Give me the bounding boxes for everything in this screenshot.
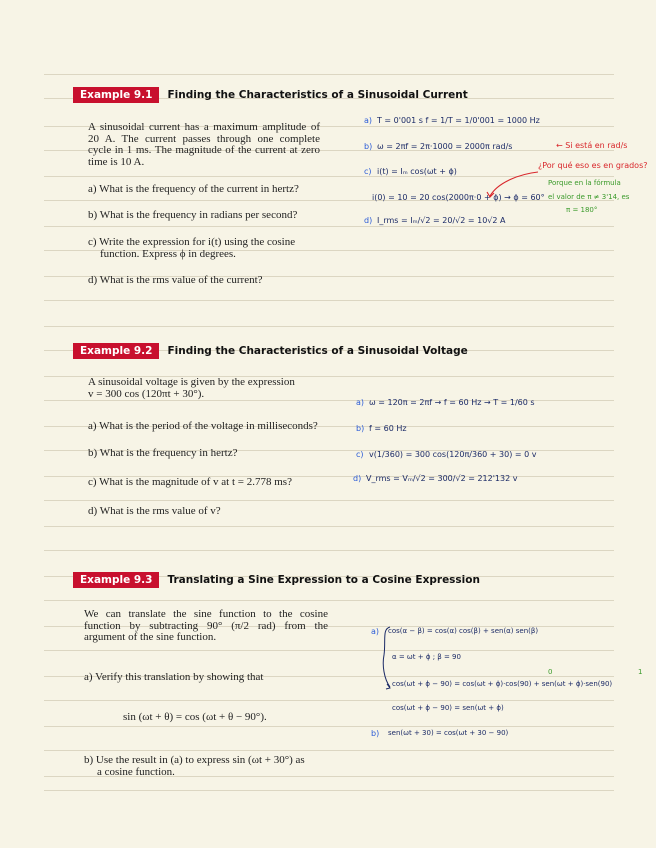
answer-b-label: b): [371, 729, 380, 738]
question-d: d) What is the rms value of the current?: [88, 274, 263, 286]
answer-b-label: b): [364, 142, 373, 151]
example-9-3-header: [73, 572, 480, 588]
question-b-line1: b) Use the result in (a) to express sin (ωt + 30°) as: [84, 754, 305, 766]
answer-a-line1: cos(α − β) = cos(α) cos(β) + sen(α) sen(β): [388, 627, 539, 635]
answer-d-label: d): [364, 216, 373, 225]
rule-line: [44, 226, 614, 227]
example-badge: Example 9.3: [73, 572, 159, 588]
rule-line: [44, 600, 614, 601]
answer-b-text: f = 60 Hz: [369, 424, 407, 433]
example-badge: Example 9.2: [73, 343, 159, 359]
answer-a-line4: cos(ωt + ϕ − 90) = sen(ωt + ϕ): [392, 704, 504, 712]
answer-a-text: T = 0'001 s f = 1/T = 1/0'001 = 1000 Hz: [377, 116, 540, 125]
answer-a-line3: cos(ωt + ϕ − 90) = cos(ωt + ϕ)·cos(90) + sen(ωt + ϕ)·sen(90): [392, 680, 613, 688]
answer-d-label: d): [353, 474, 362, 483]
mark-one: 1: [638, 668, 643, 676]
rule-line: [44, 74, 614, 75]
brace-bracket: [378, 625, 394, 691]
answer-a-line2: α = ωt + ϕ ; β = 90: [392, 653, 461, 661]
problem-statement-line2: v = 300 cos (120πt + 30°).: [88, 388, 205, 400]
answer-a-label: a): [356, 398, 365, 407]
question-c-line1: c) Write the expression for i(t) using the cosine: [88, 236, 296, 248]
rule-line: [44, 700, 614, 701]
annotation-arrow: [480, 168, 550, 202]
mark-zero: 0: [548, 668, 553, 676]
rule-line: [44, 726, 614, 727]
example-9-1-header: [73, 87, 468, 103]
answer-b-text: sen(ωt + 30) = cos(ωt + 30 − 90): [388, 729, 509, 737]
answer-a-label: a): [364, 116, 373, 125]
question-a: a) Verify this translation by showing that: [84, 671, 264, 683]
answer-c-label: c): [356, 450, 364, 459]
annotation-rad: ← Si está en rad/s: [556, 141, 628, 150]
question-d: d) What is the rms value of v?: [88, 505, 221, 517]
question-c-line2: function. Express ϕ in degrees.: [100, 248, 236, 260]
question-b-line2: a cosine function.: [97, 766, 175, 778]
answer-b-text: ω = 2πf = 2π·1000 = 2000π rad/s: [377, 142, 513, 151]
answer-b-label: b): [356, 424, 365, 433]
answer-d-text: V_rms = Vₘ/√2 = 300/√2 = 212'132 v: [366, 474, 518, 483]
rule-line: [44, 326, 614, 327]
question-b: b) What is the frequency in hertz?: [88, 447, 238, 459]
annotation-answer-2: el valor de π ≠ 3'14, es: [548, 193, 630, 201]
answer-d-text: I_rms = Iₘ/√2 = 20/√2 = 10√2 A: [377, 216, 506, 225]
answer-a-text: ω = 120π = 2πf → f = 60 Hz → T = 1/60 s: [369, 398, 535, 407]
question-b: b) What is the frequency in radians per second?: [88, 209, 298, 221]
rule-line: [44, 790, 614, 791]
problem-statement-line1: A sinusoidal voltage is given by the expression: [88, 376, 295, 388]
question-a: a) What is the period of the voltage in milliseconds?: [88, 420, 318, 432]
answer-c-text: i(t) = Iₘ cos(ωt + ϕ): [377, 167, 457, 176]
example-badge: Example 9.1: [73, 87, 159, 103]
answer-c-line2: i(0) = 10 = 20 cos(2000π·0 + ϕ) → ϕ = 60°: [372, 193, 545, 202]
question-c: c) What is the magnitude of v at t = 2.778 ms?: [88, 476, 292, 488]
annotation-answer-1: Porque en la fórmula: [548, 179, 621, 187]
answer-c-text: v(1/360) = 300 cos(120π/360 + 30) = 0 v: [369, 450, 537, 459]
answer-c-label: c): [364, 167, 372, 176]
problem-statement: We can translate the sine function to the cosine function by subtracting 90° (π/2 rad) from the argument of the sine function.: [84, 608, 328, 643]
rule-line: [44, 750, 614, 751]
rule-line: [44, 526, 614, 527]
example-title: Finding the Characteristics of a Sinusoidal Voltage: [167, 345, 468, 357]
example-title: Translating a Sine Expression to a Cosine Expression: [167, 574, 480, 586]
problem-statement: A sinusoidal current has a maximum amplitude of 20 A. The current passes through one complete cycle in 1 ms. The magnitude of the current at zero time is 10 A.: [88, 121, 320, 168]
example-9-2-header: [73, 343, 468, 359]
annotation-answer-3: π = 180°: [566, 206, 598, 214]
annotation-question: ¿Por qué eso es en grados?: [538, 161, 648, 170]
rule-line: [44, 500, 614, 501]
example-title: Finding the Characteristics of a Sinusoidal Current: [167, 89, 468, 101]
rule-line: [44, 300, 614, 301]
question-a: a) What is the frequency of the current in hertz?: [88, 183, 299, 195]
identity-equation: sin (ωt + θ) = cos (ωt + θ − 90°).: [123, 711, 267, 723]
rule-line: [44, 650, 614, 651]
answer-a-label: a): [371, 627, 380, 636]
rule-line: [44, 550, 614, 551]
